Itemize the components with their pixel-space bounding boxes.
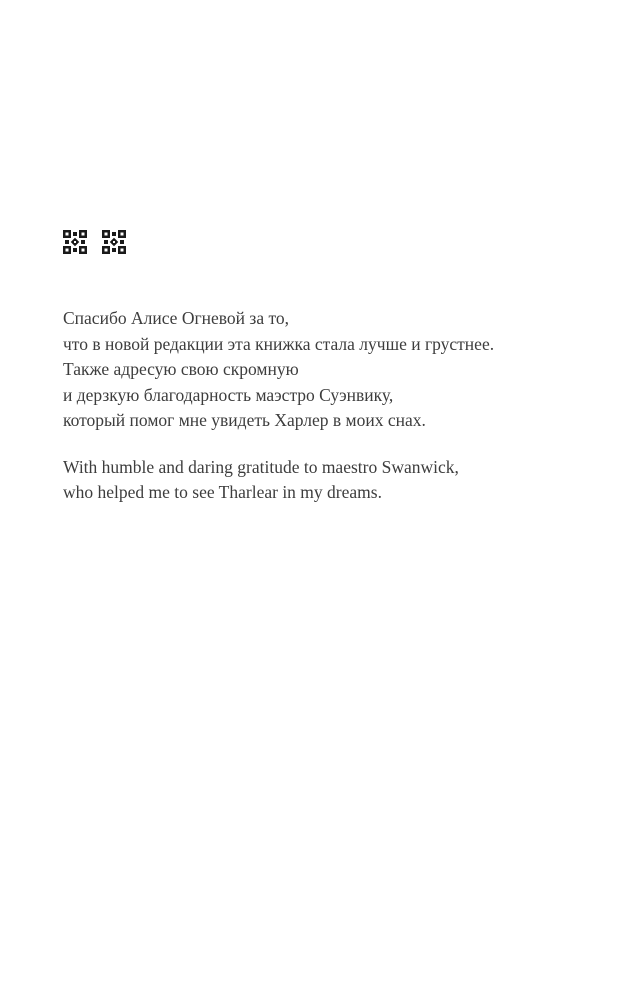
dedication-english: [63, 455, 563, 506]
dedication-block: [63, 306, 563, 506]
ornament-row: [63, 230, 126, 254]
dedication-line: и дерзкую благодарность маэстро Суэнвику,: [63, 384, 394, 405]
dedication-line: With humble and daring gratitude to maestro Swanwick,: [63, 456, 459, 477]
dedication-line: who helped me to see Tharlear in my dreams.: [63, 482, 382, 502]
dedication-line: что в новой редакции эта книжка стала лучше и грустнее.: [63, 333, 495, 354]
dedication-line: который помог мне увидеть Харлер в моих снах.: [63, 410, 426, 430]
square-floral-ornament-icon: [102, 230, 126, 254]
dedication-line: Также адресую свою скромную: [63, 359, 299, 379]
dedication-russian: [63, 306, 563, 434]
square-floral-ornament-icon: [63, 230, 87, 254]
dedication-line: Спасибо Алисе Огневой за то,: [63, 308, 290, 328]
